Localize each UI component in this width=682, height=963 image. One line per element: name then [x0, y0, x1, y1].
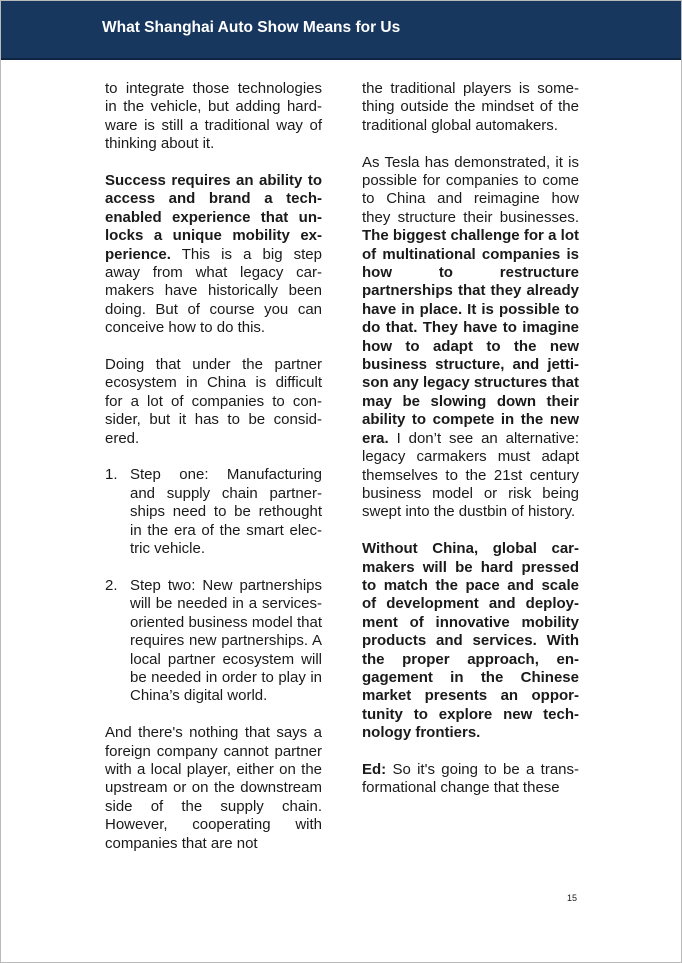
body-text: As Tesla has demonstrated, it is possible for companies to come to China and reimagine how they structure their businesses. [362, 153, 579, 226]
paragraph: Doing that under the partner ecosystem in China is difficult for a lot of companies to consider, but it has to be considered. [105, 356, 322, 447]
paragraph [362, 154, 579, 522]
page-number: 15 [567, 893, 578, 903]
page-title: What Shanghai Auto Show Means for Us [102, 19, 401, 36]
body-text: This is a big step away from what legacy carmakers have historically been doing. But of course you can conceive how to do this. [105, 245, 322, 337]
left-column [105, 80, 322, 871]
paragraph: to integrate those technologies in the vehicle, but adding hardware is still a traditional way of thinking about it. [105, 80, 322, 153]
right-column [362, 80, 579, 816]
list-text: Step one: Manufacturing and supply chain partnerships need to be rethought in the era of the smart electric vehicle. [130, 466, 322, 558]
paragraph: the traditional players is something outside the mindset of the traditional global automakers. [362, 80, 579, 134]
bold-text: The biggest challenge for a lot of multinational companies is how to restructure partnerships that they already have in place. It is possible to do that. They have to imagine how to adapt to the new business structure, and jettison any legacy structures that may be slowing down their ability to compete in the new era. [362, 227, 579, 447]
paragraph [362, 761, 579, 798]
body-text: I don’t see an alternative: legacy carmakers must adapt themselves to the 21st century business model or risk being swept into the dustbin of history. [362, 429, 579, 521]
list-item [105, 577, 322, 706]
body-text: So it's going to be a transformational change that these [362, 760, 579, 797]
list-number: 1. [105, 466, 118, 484]
paragraph: And there's nothing that says a foreign company cannot partner with a local player, either on the upstream or on the downstream side of the supply chain. However, cooperating with companies that are not [105, 724, 322, 852]
list-text: Step two: New partnerships will be needed in a services-oriented business model that requires new partnerships. A local partner ecosystem will be needed in order to play in China’s digital world. [130, 576, 322, 705]
list-number: 2. [105, 576, 118, 594]
paragraph: Without China, global carmakers will be hard pressed to match the pace and scale of development and deployment of innovative mobility products and services. With the proper approach, engagement in the Chinese market presents an opportunity to explore new technology frontiers. [362, 540, 579, 742]
paragraph [105, 172, 322, 338]
page-header [1, 1, 681, 60]
bold-text: Success requires an ability to access and brand a tech-enabled experience that unlocks a unique mobility experience. [105, 172, 322, 263]
list-item [105, 466, 322, 558]
speaker-label: Ed: [362, 760, 387, 778]
